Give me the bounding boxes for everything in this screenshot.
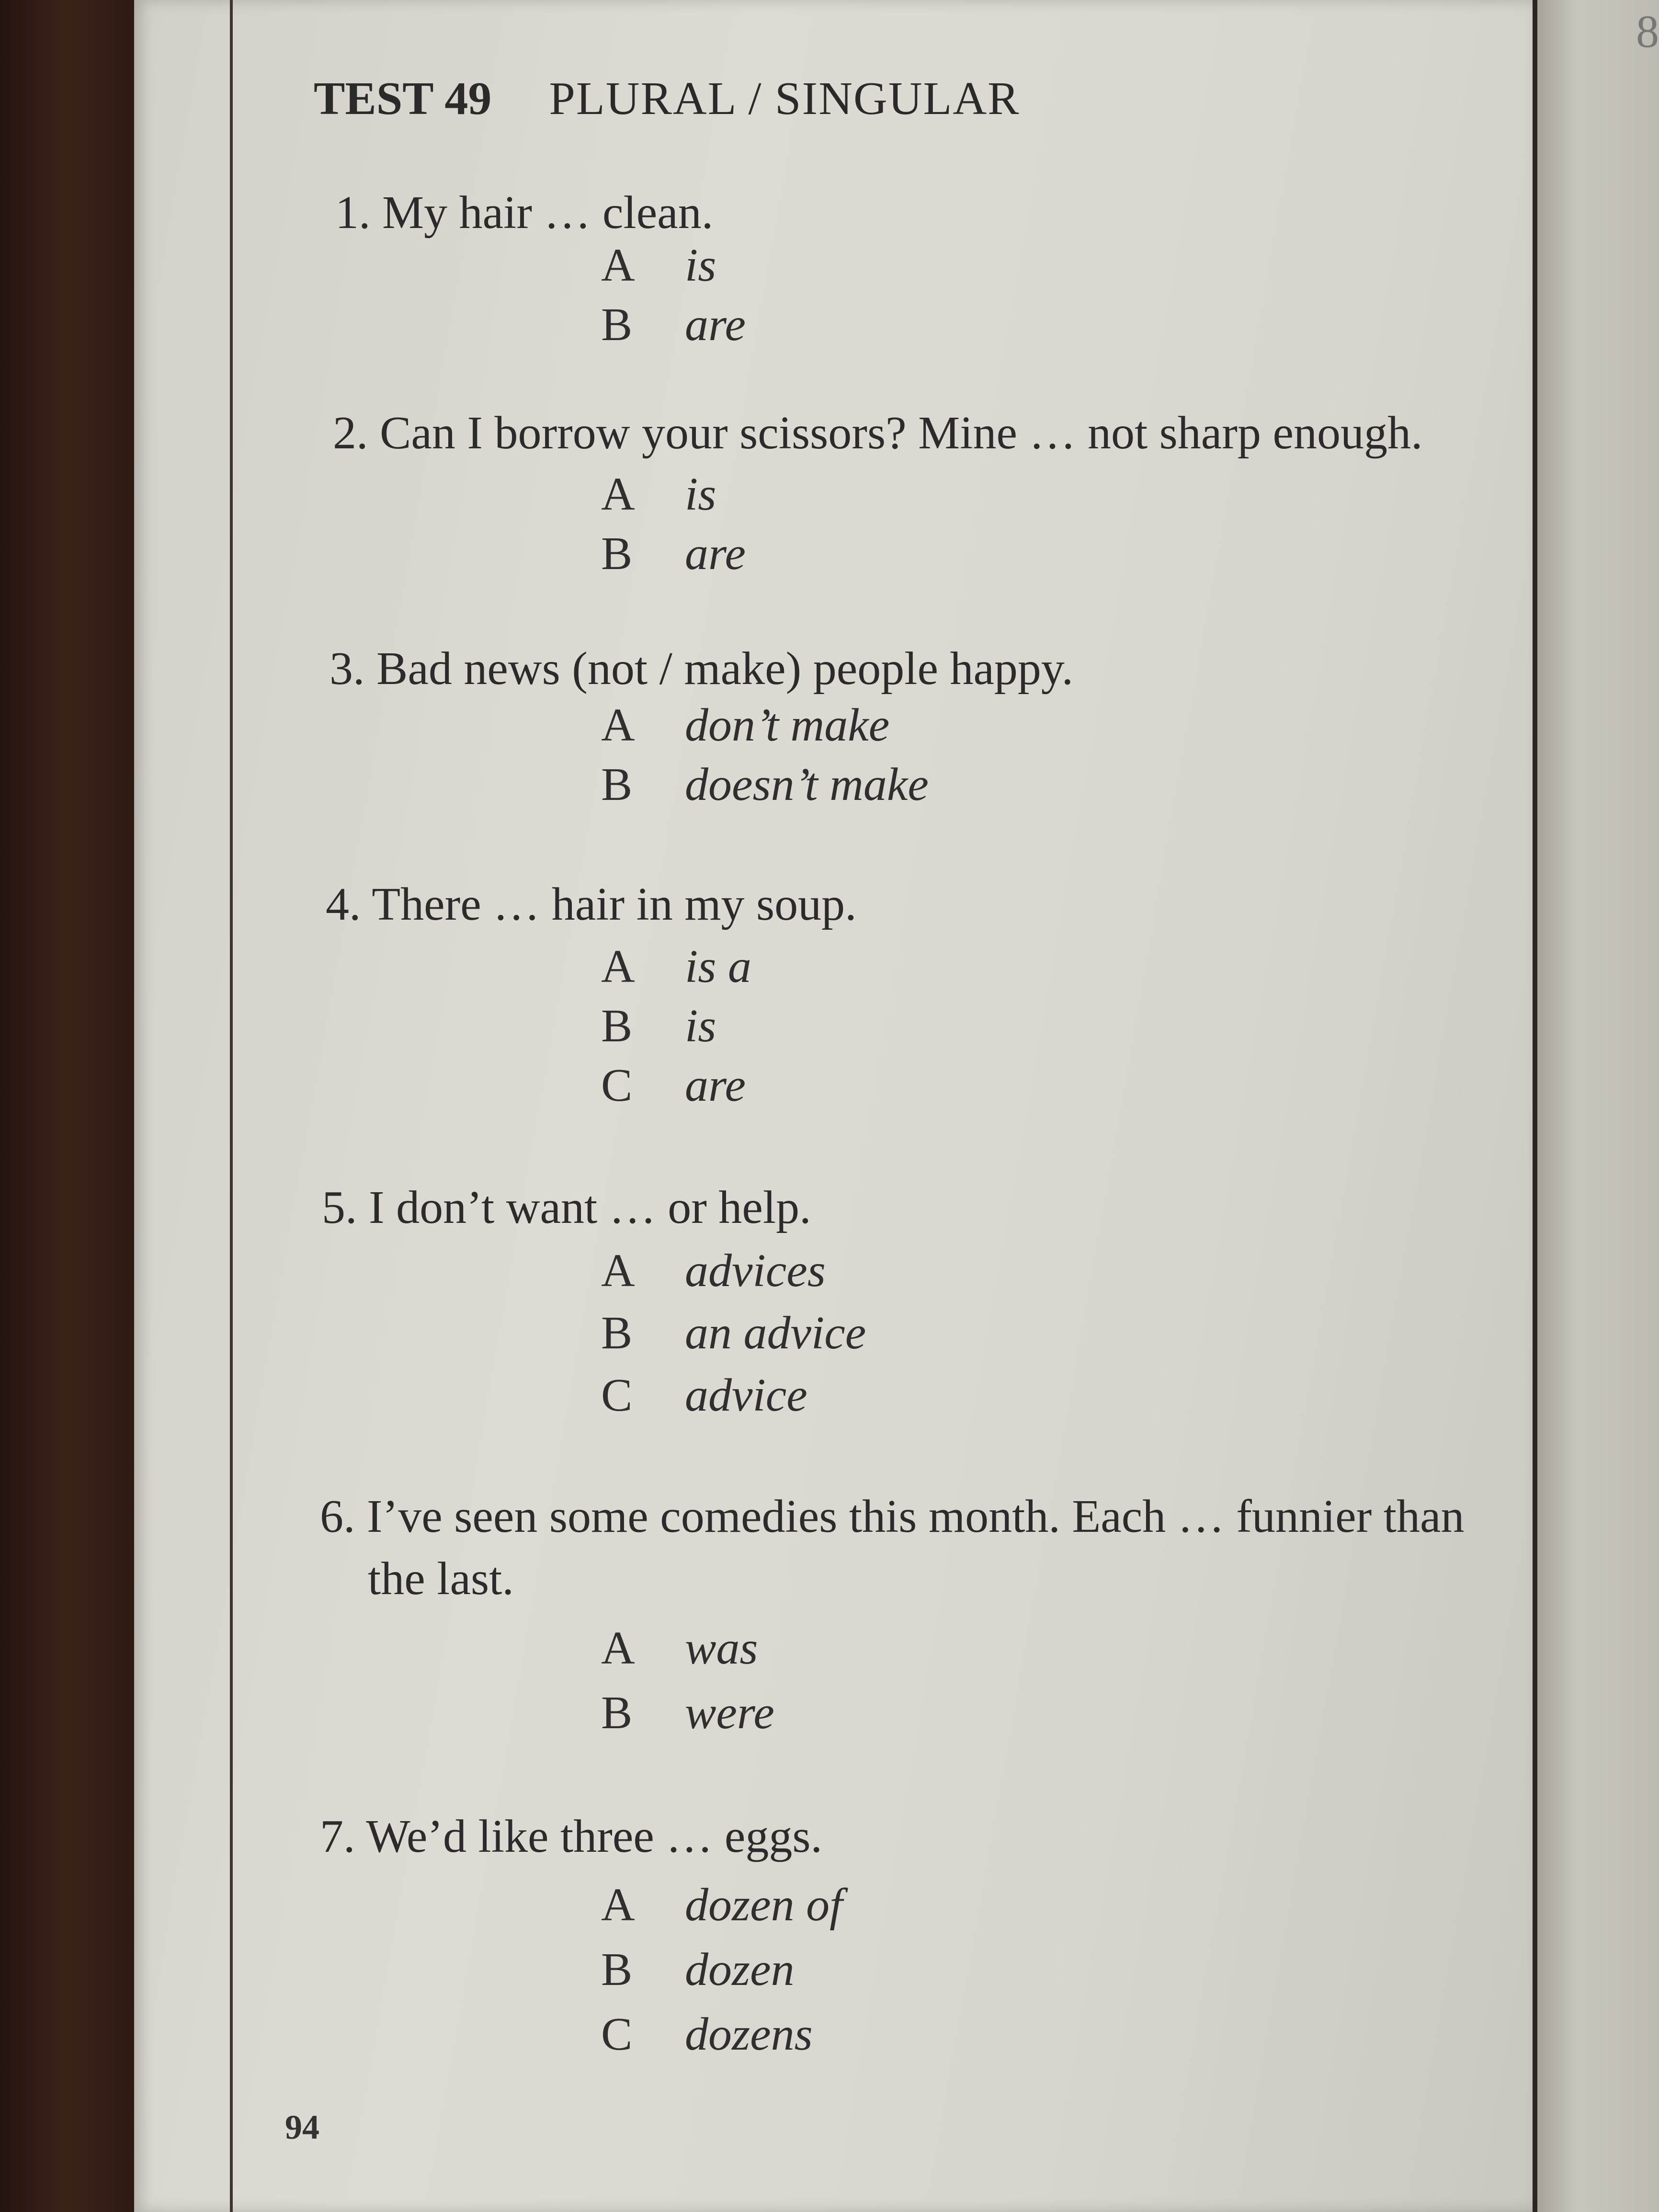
next-page-number: 8 <box>1636 6 1659 57</box>
option[interactable]: B are <box>601 528 746 580</box>
question-stem-continued: the last. <box>368 1553 514 1605</box>
question-7 <box>320 1810 822 1863</box>
question-stem: 2. Can I borrow your scissors? Mine … not sharp enough. <box>333 407 1423 459</box>
option[interactable]: A dozen of <box>601 1879 843 1931</box>
option[interactable]: A don’t make <box>601 699 890 751</box>
option[interactable]: B are <box>601 299 746 351</box>
question-3-options <box>601 696 929 814</box>
question-1-options <box>601 236 746 354</box>
option[interactable]: C advice <box>601 1369 807 1421</box>
question-stem: 7. We’d like three … eggs. <box>320 1811 822 1862</box>
option[interactable]: C dozens <box>601 2008 813 2060</box>
option[interactable]: A was <box>601 1622 758 1674</box>
test-topic: PLURAL / SINGULAR <box>549 73 1020 125</box>
option[interactable]: B dozen <box>601 1944 795 1995</box>
question-1 <box>335 186 713 239</box>
option[interactable]: A is a <box>601 941 751 992</box>
question-stem: 4. There … hair in my soup. <box>326 878 857 930</box>
question-stem: 3. Bad news (not / make) people happy. <box>330 643 1074 695</box>
question-4-options <box>601 937 751 1115</box>
question-5 <box>322 1181 811 1234</box>
question-stem: 5. I don’t want … or help. <box>322 1182 811 1233</box>
question-5-options <box>601 1240 866 1426</box>
option[interactable]: A is <box>601 239 716 291</box>
page-number: 94 <box>285 2108 319 2146</box>
option[interactable]: A is <box>601 468 716 520</box>
option[interactable]: B an advice <box>601 1307 866 1359</box>
page-spine-line <box>230 0 233 2212</box>
question-2 <box>333 406 1422 460</box>
option[interactable]: B were <box>601 1687 774 1739</box>
question-stem: 6. I’ve seen some comedies this month. Each … funnier than <box>320 1491 1465 1542</box>
option[interactable]: B is <box>601 1000 716 1052</box>
test-header <box>314 72 1020 125</box>
question-2-options <box>601 465 746 583</box>
table-background <box>0 0 144 2212</box>
question-6-options <box>601 1616 774 1745</box>
question-stem: 1. My hair … clean. <box>335 187 714 239</box>
question-3 <box>330 642 1073 696</box>
question-6 <box>320 1490 1464 1606</box>
option[interactable]: A advices <box>601 1245 826 1297</box>
option[interactable]: B doesn’t make <box>601 759 929 810</box>
test-number: TEST 49 <box>314 73 492 125</box>
question-4 <box>326 878 857 931</box>
question-7-options <box>601 1873 842 2067</box>
option[interactable]: C are <box>601 1060 746 1111</box>
next-page-edge <box>1523 0 1659 2212</box>
